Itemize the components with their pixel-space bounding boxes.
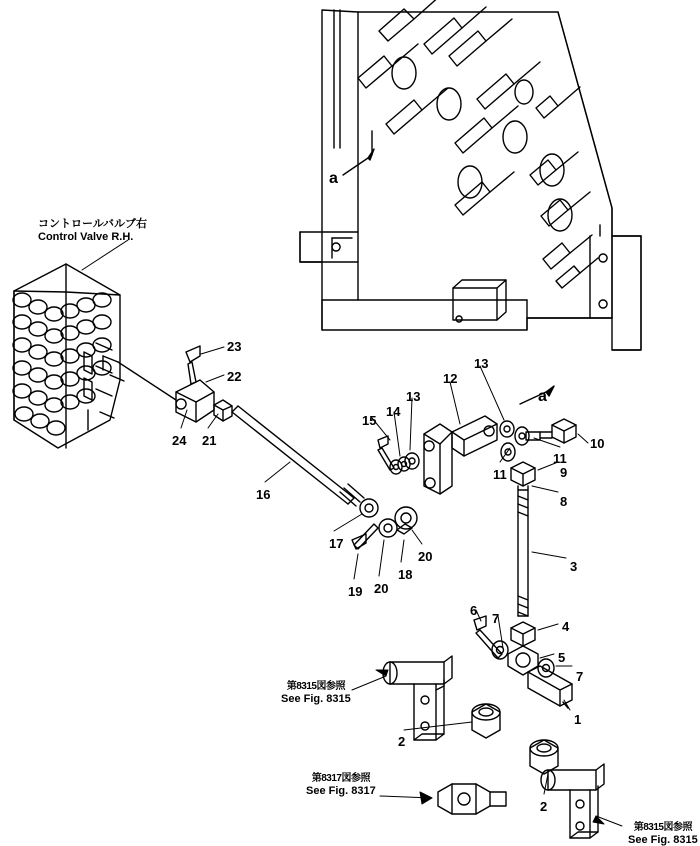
callout-3: 3: [570, 559, 578, 574]
clevis-assembly: [176, 346, 364, 506]
callout-23: 23: [227, 339, 242, 354]
bushings: [472, 704, 558, 774]
callout-11-a: 11: [493, 467, 507, 482]
callout-1: 1: [574, 712, 582, 727]
caption-see-fig-8315-left: [281, 681, 351, 705]
rod-end-joint: [352, 499, 417, 549]
fig8315-right-bracket: [541, 764, 604, 838]
caption-see-fig-8315-right-en: See Fig. 8315: [628, 834, 698, 846]
callout-8: 8: [560, 494, 568, 509]
leader-lines: [82, 240, 622, 826]
callout-10: 10: [590, 436, 605, 451]
callout-18: 18: [398, 567, 413, 582]
fig8315-left-arm: [383, 656, 452, 740]
callout-16: 16: [256, 487, 271, 502]
caption-control-valve-rh: [38, 218, 147, 244]
callout-6: 6: [470, 603, 478, 618]
callout-17: 17: [329, 536, 344, 551]
callout-24: 24: [172, 433, 187, 448]
frame-plate: [300, 10, 641, 350]
caption-see-fig-8315-left-jp: 第8315図参照: [286, 681, 345, 692]
callout-22: 22: [227, 369, 242, 384]
callout-9: 9: [560, 465, 568, 480]
callout-4: 4: [562, 619, 570, 634]
caption-control-valve-rh-jp: コントロールバルブ右: [38, 218, 148, 230]
callout-a-top: a: [329, 170, 338, 187]
callout-20-b: 20: [418, 549, 433, 564]
callout-7-b: 7: [576, 669, 584, 684]
callout-2-b: 2: [540, 799, 548, 814]
fig8317-yoke: [438, 784, 506, 814]
caption-see-fig-8315-right: [628, 822, 698, 846]
caption-see-fig-8317-en: See Fig. 8317: [306, 785, 376, 797]
bell-crank-lever: [378, 416, 514, 494]
plate-holes: [392, 57, 572, 231]
plate-bolts: [358, 0, 598, 288]
callout-21: 21: [202, 433, 217, 448]
valve-link-leader: [118, 362, 176, 400]
callout-13-a: 13: [406, 389, 421, 404]
callout-2-a: 2: [398, 734, 406, 749]
caption-see-fig-8315-left-en: See Fig. 8315: [281, 693, 351, 705]
callout-14: 14: [386, 404, 401, 419]
caption-see-fig-8315-right-jp: 第8315図参照: [633, 822, 692, 833]
callout-19: 19: [348, 584, 363, 599]
callout-13-b: 13: [474, 356, 489, 371]
callout-20-a: 20: [374, 581, 389, 596]
callout-5: 5: [558, 650, 566, 665]
callout-a-right: a: [538, 388, 547, 405]
callout-15: 15: [362, 413, 377, 428]
callout-12: 12: [443, 371, 458, 386]
callout-11-b: 11: [553, 451, 567, 466]
caption-see-fig-8317: [306, 773, 376, 797]
control-valve-assembly: [13, 264, 124, 448]
callout-7-a: 7: [492, 611, 500, 626]
caption-control-valve-rh-en: Control Valve R.H.: [38, 231, 134, 243]
caption-see-fig-8317-jp: 第8317図参照: [311, 773, 370, 784]
